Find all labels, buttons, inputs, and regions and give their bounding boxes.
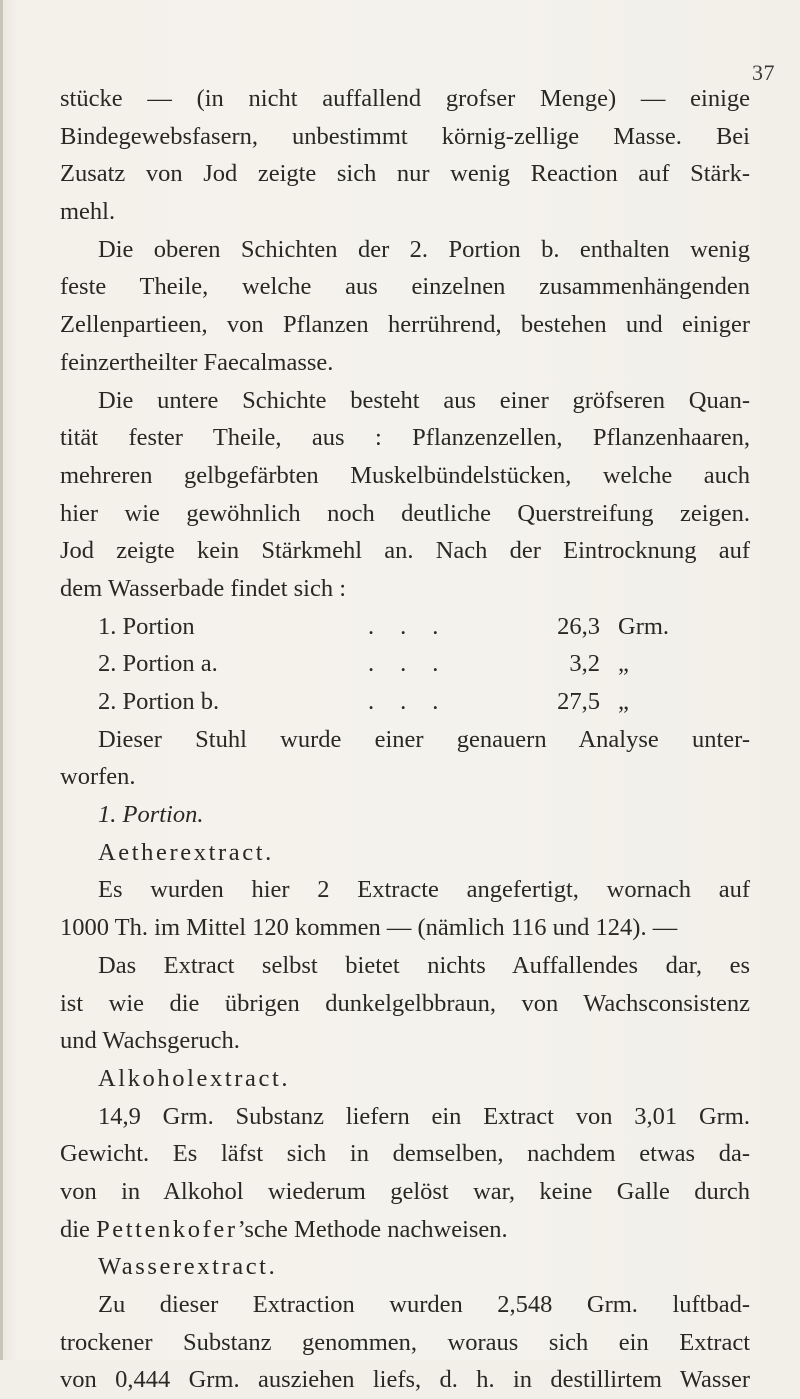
results-label: 2. Portion b. <box>98 688 220 715</box>
text-line: Bindegewebsfasern, unbestimmt körnig-zellige Masse. Bei <box>60 122 750 150</box>
text-fragment: die <box>60 1215 97 1243</box>
results-unit: „ <box>618 688 629 715</box>
text-line: ist wie die übrigen dunkelgelbbraun, von Wachsconsistenz <box>60 989 750 1017</box>
results-leader-dots: ... <box>368 650 465 678</box>
text-line: worfen. <box>60 763 136 791</box>
section-heading-portion: 1. Portion. <box>98 801 204 829</box>
results-value: 26,3 <box>557 612 600 640</box>
results-row <box>60 645 750 683</box>
text-line: 14,9 Grm. Substanz liefern ein Extract von 3,01 Grm. <box>98 1102 750 1130</box>
text-line: hier wie gewöhnlich noch deutliche Querstreifung zeigen. <box>60 499 750 527</box>
text-line <box>60 1211 750 1249</box>
section-heading-alkoholextract: Alkoholextract. <box>98 1064 291 1092</box>
text-line: mehreren gelbgefärbten Muskelbündelstücken, welche auch <box>60 461 750 489</box>
text-fragment: ’sche Methode nachweisen. <box>237 1215 508 1243</box>
text-line: Dieser Stuhl wurde einer genauern Analyse unter- <box>98 725 750 753</box>
section-heading-aetherextract: Aetherextract. <box>98 838 274 866</box>
results-value: 27,5 <box>557 688 600 715</box>
text-line: mehl. <box>60 198 116 226</box>
results-row <box>60 608 750 646</box>
text-line: dem Wasserbade findet sich : <box>60 574 347 602</box>
text-line: Zu dieser Extraction wurden 2,548 Grm. luftbad- <box>98 1291 750 1318</box>
text-line: stücke — (in nicht auffallend grofser Menge) — einige <box>60 85 750 112</box>
page-left-edge <box>0 0 3 1360</box>
results-unit: Grm. <box>618 612 670 640</box>
text-line: Es wurden hier 2 Extracte angefertigt, wornach auf <box>98 876 750 904</box>
results-value: 3,2 <box>569 650 600 678</box>
text-line: von in Alkohol wiederum gelöst war, keine Galle durch <box>60 1177 750 1205</box>
person-name-pettenkofer: Pettenkofer <box>96 1215 238 1243</box>
text-line: 1000 Th. im Mittel 120 kommen — (nämlich 116 und 124). — <box>60 914 678 942</box>
text-line: von 0,444 Grm. ausziehen liefs, d. h. in destillirtem Wasser <box>60 1366 750 1394</box>
text-line: trockener Substanz genommen, woraus sich ein Extract <box>60 1328 750 1356</box>
text-line: Zusatz von Jod zeigte sich nur wenig Reaction auf Stärk- <box>60 160 750 188</box>
text-line: Die untere Schichte besteht aus einer gröfseren Quan- <box>98 386 750 414</box>
text-line: Das Extract selbst bietet nichts Auffallendes dar, es <box>98 951 750 979</box>
results-unit: „ <box>618 650 629 678</box>
results-label: 1. Portion <box>98 612 195 640</box>
section-heading-wasserextract: Wasserextract. <box>98 1253 278 1281</box>
text-line: Zellenpartieen, von Pflanzen herrührend, bestehen und einiger <box>60 311 750 339</box>
text-line: tität fester Theile, aus : Pflanzenzellen, Pflanzenhaaren, <box>60 424 750 452</box>
results-row <box>60 683 750 721</box>
results-leader-dots: ... <box>368 612 465 640</box>
text-line: und Wachsgeruch. <box>60 1027 240 1055</box>
text-line: Gewicht. Es läfst sich in demselben, nachdem etwas da- <box>60 1140 750 1168</box>
text-line: feinzertheilter Faecalmasse. <box>60 348 334 376</box>
results-leader-dots: ... <box>368 688 465 715</box>
results-label: 2. Portion a. <box>98 650 218 678</box>
page-number: 37 <box>752 60 775 85</box>
text-line: Die oberen Schichten der 2. Portion b. enthalten wenig <box>98 235 750 263</box>
text-line: Jod zeigte kein Stärkmehl an. Nach der Eintrocknung auf <box>60 537 750 565</box>
text-line: feste Theile, welche aus einzelnen zusammenhängenden <box>60 273 750 301</box>
page-body <box>60 80 750 1399</box>
